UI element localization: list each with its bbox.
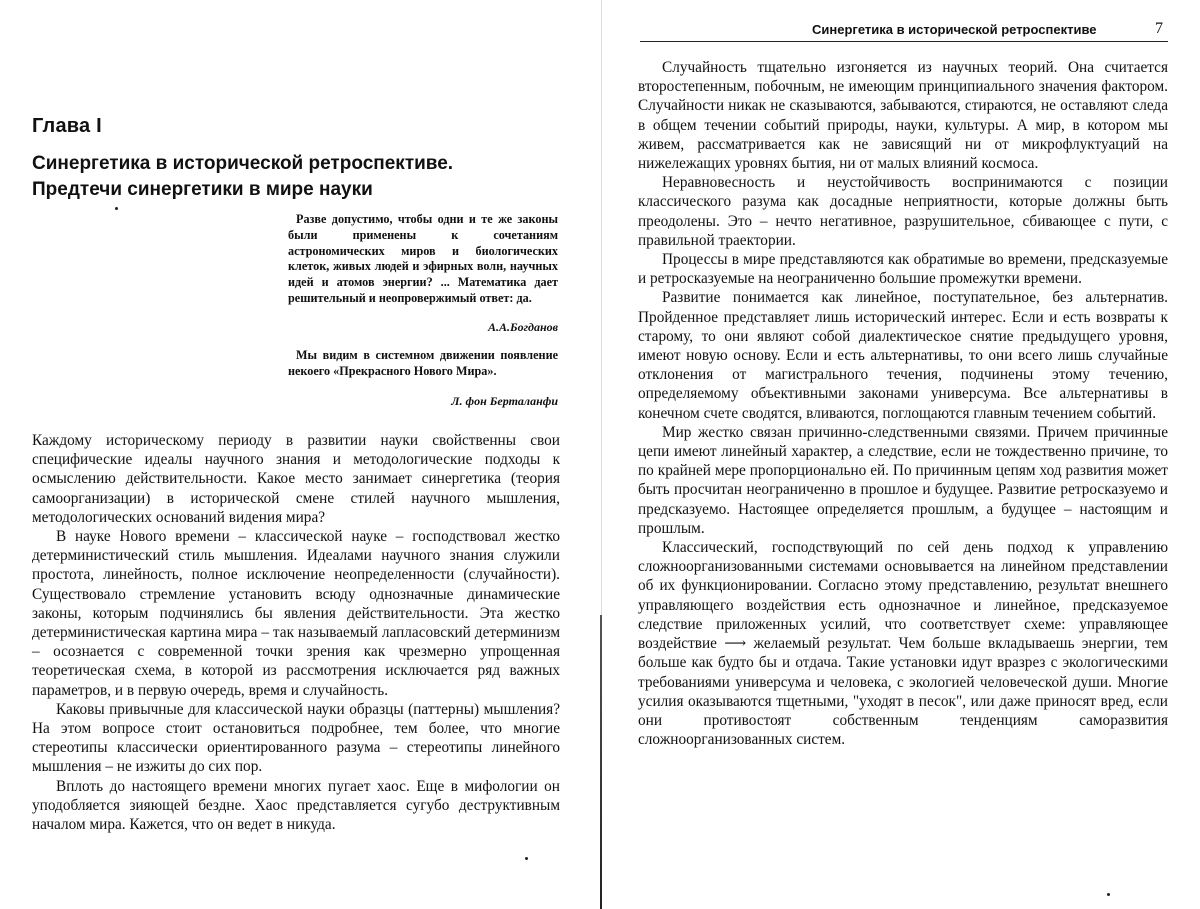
paragraph: Неравновесность и неустойчивость воспринимаются с позиции классического разума как досадные неприятности, которые должны быть преодолены. Это – нечто негативное, разрушительное, сбивающее с пути, с правильной траектории. — [638, 174, 1168, 249]
gutter-line — [601, 0, 602, 615]
running-head: Синергетика в исторической ретроспективе — [812, 22, 1097, 37]
header-rule — [640, 41, 1168, 42]
chapter-title-line-1: Синергетика в исторической ретроспективе. — [32, 153, 454, 174]
scan-speck — [1107, 893, 1110, 896]
paragraph: Каждому историческому периоду в развитии науки свойственны свои специфические идеалы научного знания и методологические подходы к осмыслению действительности. Какое место занимает синергетика (теория самоорганизации) в исторической смене стилей научного мышления, методологических оснований видения мира? — [32, 432, 560, 526]
paragraph: Мир жестко связан причинно-следственными связями. Причем причинные цепи имеют линейный характер, а следствие, если не тождественно причине, то по крайней мере пропорционально ей. По причинным цепям ход развития может быть просчитан неограниченно в прошлое и будущее. Развитие ретросказуемо и предсказуемо. Настоящее определяется прошлым, а будущее – настоящим и прошлым. — [638, 423, 1168, 537]
epigraph-2-author: Л. фон Берталанфи — [451, 394, 558, 408]
paragraph: Случайность тщательно изгоняется из научных теорий. Она считается второстепенным, побочным, не имеющим принципиального значения фактором. Случайности никак не сказываются, забываются, стираются, не оставляют следа в общем течении событий природы, науки, культуры. А мир, в котором мы живем, рассматривается как не зависящий ни от микрофлуктуаций на нижележащих уровнях бытия, ни от малых влияний космоса. — [638, 59, 1168, 173]
right-body-text — [638, 58, 1168, 749]
epigraph-2-text: Мы видим в системном движении появление некоего «Прекрасного Нового Мира». — [288, 348, 558, 378]
paragraph: Вплоть до настоящего времени многих пугает хаос. Еще в мифологии он уподобляется зияющей бездне. Хаос представляется сугубо деструктивным началом мира. Кажется, что он ведет в никуда. — [32, 777, 560, 834]
scan-speck — [115, 207, 118, 210]
left-body-text — [32, 431, 560, 834]
paragraph: Каковы привычные для классической науки образцы (паттерны) мышления? На этом вопросе стоит остановиться подробнее, тем более, что многие стереотипы классически ориентированного разума – стереотипы линейного мышления – не изжиты до сих пор. — [32, 700, 560, 776]
paragraph: Классический, господствующий по сей день подход к управлению сложноорганизованными системами основывается на линейном представлении об их функционировании. Согласно этому представлению, результат внешнего управляющего воздействия есть однозначное и линейное, предсказуемое следствие приложенных усилий, что соответствует схеме: управляющее воздействие ⟶ желаемый результат. Чем больше вкладываешь энергии, тем больше как будто бы и отдача. Такие установки идут вразрез с экологическими требованиями универсума и человека, с экологией человеческой души. Многие усилия оказываются тщетными, "уходят в песок", или даже приносят вред, если они противостоят собственным тенденциям саморазвития сложноорганизованных систем. — [638, 539, 1168, 749]
epigraph-1-author: А.А.Богданов — [487, 320, 558, 334]
epigraph-1 — [288, 212, 558, 307]
epigraph-1-text: Разве допустимо, чтобы одни и те же законы были применены к сочетаниям астрономических миров и биологических клеток, живых людей и эфирных волн, научных идей и атомов энергии? ... Математика дает решительный и неопровержимый ответ: да. — [288, 212, 558, 305]
paragraph: Процессы в мире представляются как обратимые во времени, предсказуемые и ретросказуемые на неограниченно большие промежутки времени. — [638, 251, 1168, 288]
chapter-title-line-2: Предтечи синергетики в мире науки — [32, 179, 373, 200]
binding-shadow — [600, 615, 602, 909]
epigraph-2 — [288, 348, 558, 380]
page-number: 7 — [1155, 20, 1163, 37]
scan-speck — [525, 857, 528, 860]
paragraph: В науке Нового времени – классической науке – господствовал жестко детерминистический стиль мышления. Идеалами научного знания служили простота, линейность, полное исключение неопределенности (случайности). Существовало стремление установить всюду однозначные динамические законы, которым подчинялись бы явления действительности. Эта жестко детерминистическая картина мира – так называемый лапласовский детерминизм – осознается с современной точки зрения как чрезмерно упрощенная теоретическая схема, в которой из рассмотрения исключается ряд важных параметров, и в первую очередь, время и случайность. — [32, 528, 560, 699]
chapter-title — [32, 151, 482, 203]
paragraph: Развитие понимается как линейное, поступательное, без альтернатив. Пройденное представляет лишь исторический интерес. Если и есть возвраты к старому, то они являют собой диалектическое снятие предыдущего уровня, имеют новую основу. Если и есть альтернативы, то они всего лишь случайные отклонения от магистрального течения, подчинены этому течению, определяемому объективными законами универсума. Все альтернативы в конечном счете сводятся, вливаются, поглощаются главным течением событий. — [638, 289, 1168, 422]
chapter-label: Глава I — [32, 115, 102, 137]
